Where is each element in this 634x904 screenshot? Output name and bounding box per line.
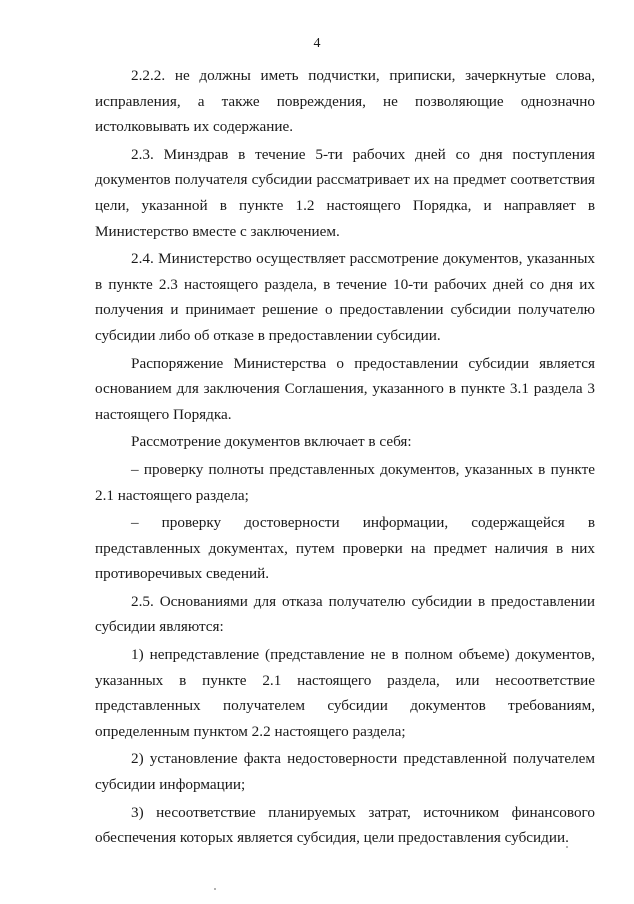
list-item-refusal-1: 1) непредставление (представление не в полном объеме) документов, указанных в пункте 2.1 настоящего раздела, или несоответствие представленных получателем субсидии документов требованиям, определенным пунктом 2.2 настоящего раздела; [95, 646, 595, 740]
paragraph-2-3: 2.3. Минздрав в течение 5-ти рабочих дней со дня поступления документов получателя субсидии рассматривает их на предмет соответствия цели, указанной в пункте 1.2 настоящего Порядка, и направляет в Министерство вместе с заключением. [95, 145, 595, 240]
list-item-reliability-check: – проверку достоверности информации, содержащейся в представленных документах, путем проверки на предмет наличия в них противоречивых сведений. [95, 514, 595, 583]
scan-speck [566, 846, 568, 848]
list-item-refusal-2: 2) установление факта недостоверности представленной получателем субсидии информации; [95, 750, 595, 794]
list-item-refusal-3: 3) несоответствие планируемых затрат, источником финансового обеспечения которых является субсидия, цели предоставления субсидии. [95, 803, 595, 847]
paragraph-review-includes: Рассмотрение документов включает в себя: [131, 433, 412, 451]
paragraph-2-5: 2.5. Основаниями для отказа получателю субсидии в предоставлении субсидии являются: [95, 592, 595, 636]
document-body [95, 63, 595, 851]
paragraph-2-2-2: 2.2.2. не должны иметь подчистки, приписки, зачеркнутые слова, исправления, а также повреждения, не позволяющие однозначно истолковывать их содержание. [95, 67, 595, 136]
list-item-completeness-check: – проверку полноты представленных документов, указанных в пункте 2.1 настоящего раздела; [95, 460, 595, 504]
paragraph-2-4: 2.4. Министерство осуществляет рассмотрение документов, указанных в пункте 2.3 настоящего раздела, в течение 10-ти рабочих дней со дня их получения и принимает решение о предоставлении субсидии получателю субсидии либо об отказе в предоставлении субсидии. [95, 250, 595, 344]
paragraph-order-basis: Распоряжение Министерства о предоставлении субсидии является основанием для заключения Соглашения, указанного в пункте 3.1 раздела 3 настоящего Порядка. [95, 354, 595, 423]
page-number: 4 [313, 36, 321, 51]
scan-speck [214, 888, 216, 890]
